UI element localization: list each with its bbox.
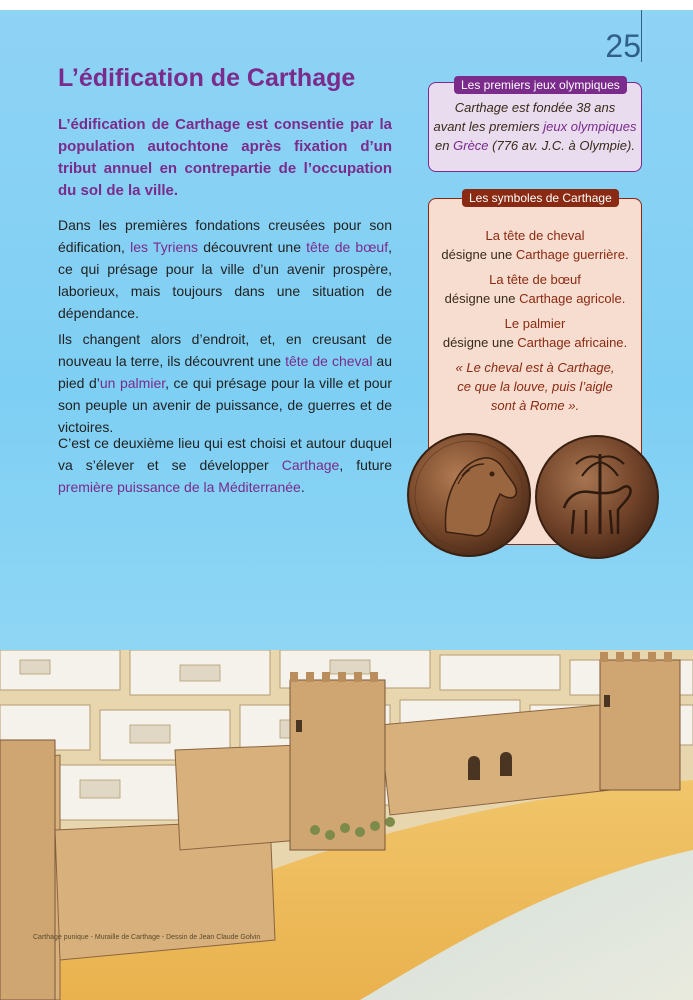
quote-line-2: ce que la louve, puis l’aigle (457, 379, 613, 394)
p1-text-a: Dans les premières fondations creusées pour son édification, (58, 217, 392, 255)
p2-text-c: au pied d’ (58, 353, 392, 391)
olympic-box-text (432, 98, 638, 155)
illustration-caption: Carthage punique - Muraille de Carthage - Dessin de Jean Claude Golvin (33, 934, 261, 941)
symbol-1-name: La tête de cheval (485, 228, 585, 243)
symbol-2-name: La tête de bœuf (489, 272, 581, 287)
p1-text-e: , ce qui présage pour la ville d’un avenir prospère, laborieux, mais toujours dans une situation de dépendance. (58, 239, 392, 321)
symbol-1-pre: désigne une (441, 247, 516, 262)
symbols-box-title: Les symboles de Carthage (462, 189, 619, 207)
paragraph-2 (58, 328, 392, 438)
page-number-rule (641, 10, 642, 62)
symbol-3-value: Carthage africaine. (517, 335, 628, 350)
olympic-highlight-grece: Grèce (453, 138, 489, 153)
p2-highlight-palmier: un palmier (99, 375, 166, 391)
symbol-1-value: Carthage guerrière. (515, 247, 629, 262)
paragraph-1 (58, 214, 392, 324)
symbol-1-desc (432, 245, 638, 264)
page-title: L’édification de Carthage (58, 64, 356, 92)
olympic-line-1: Carthage est fondée 38 ans (454, 100, 616, 115)
olympic-highlight-jeux: jeux olympiques (543, 119, 637, 134)
lead-paragraph: L’édification de Carthage est consentie par la population autochtone après fixation d’un tribut annuel en contrepartie de l’occupation du sol de la ville. (58, 116, 392, 199)
p2-text-e: , ce qui présage pour la ville et pour son peuple un avenir de puissance, de guerres et de victoires. (58, 375, 392, 435)
symbols-box-text (432, 226, 638, 415)
olympic-line-3 (432, 136, 638, 155)
olympic-line-3-tail: (776 av. J.C. à Olympie). (488, 138, 635, 153)
quote-line-1: « Le cheval est à Carthage, (455, 360, 615, 375)
p3-text-c: , future (339, 457, 392, 473)
p1-highlight-tyriens: les Tyriens (130, 239, 199, 255)
symbol-3-name: Le palmier (504, 316, 566, 331)
p3-highlight-premiere-puissance: première puissance de la Méditerranée (58, 479, 301, 495)
p3-highlight-carthage: Carthage (281, 457, 340, 473)
symbol-3-pre: désigne une (442, 335, 518, 350)
horse-head-coin-image (406, 432, 532, 558)
olympic-line-2-text: avant les premiers (433, 119, 544, 134)
top-margin (0, 0, 693, 10)
palm-horse-coin-image (534, 434, 660, 560)
p2-text-a: Ils changent alors d’endroit, et, en creusant de nouveau la terre, ils découvrent une (58, 331, 392, 369)
paragraph-3 (58, 432, 392, 498)
symbol-2-desc (432, 289, 638, 308)
quote-line-3: sont à Rome ». (490, 398, 580, 413)
carthage-city-illustration (0, 650, 693, 1000)
olympic-box-title: Les premiers jeux olympiques (454, 76, 627, 94)
p3-text-a: C’est ce deuxième lieu qui est choisi et autour duquel va s’élever et se développer (58, 435, 392, 473)
p1-text-c: découvrent une (198, 239, 307, 255)
p3-text-e: . (300, 479, 305, 495)
p2-highlight-tete-cheval: tête de cheval (285, 353, 373, 369)
olympic-line-3-text: en (435, 138, 454, 153)
olympic-line-2 (432, 117, 638, 136)
symbol-2-value: Carthage agricole. (519, 291, 626, 306)
symbol-3-desc (432, 333, 638, 352)
symbol-2-pre: désigne une (444, 291, 520, 306)
page-number: 25 (605, 28, 641, 64)
p1-highlight-tete-boeuf: tête de bœuf (306, 239, 389, 255)
